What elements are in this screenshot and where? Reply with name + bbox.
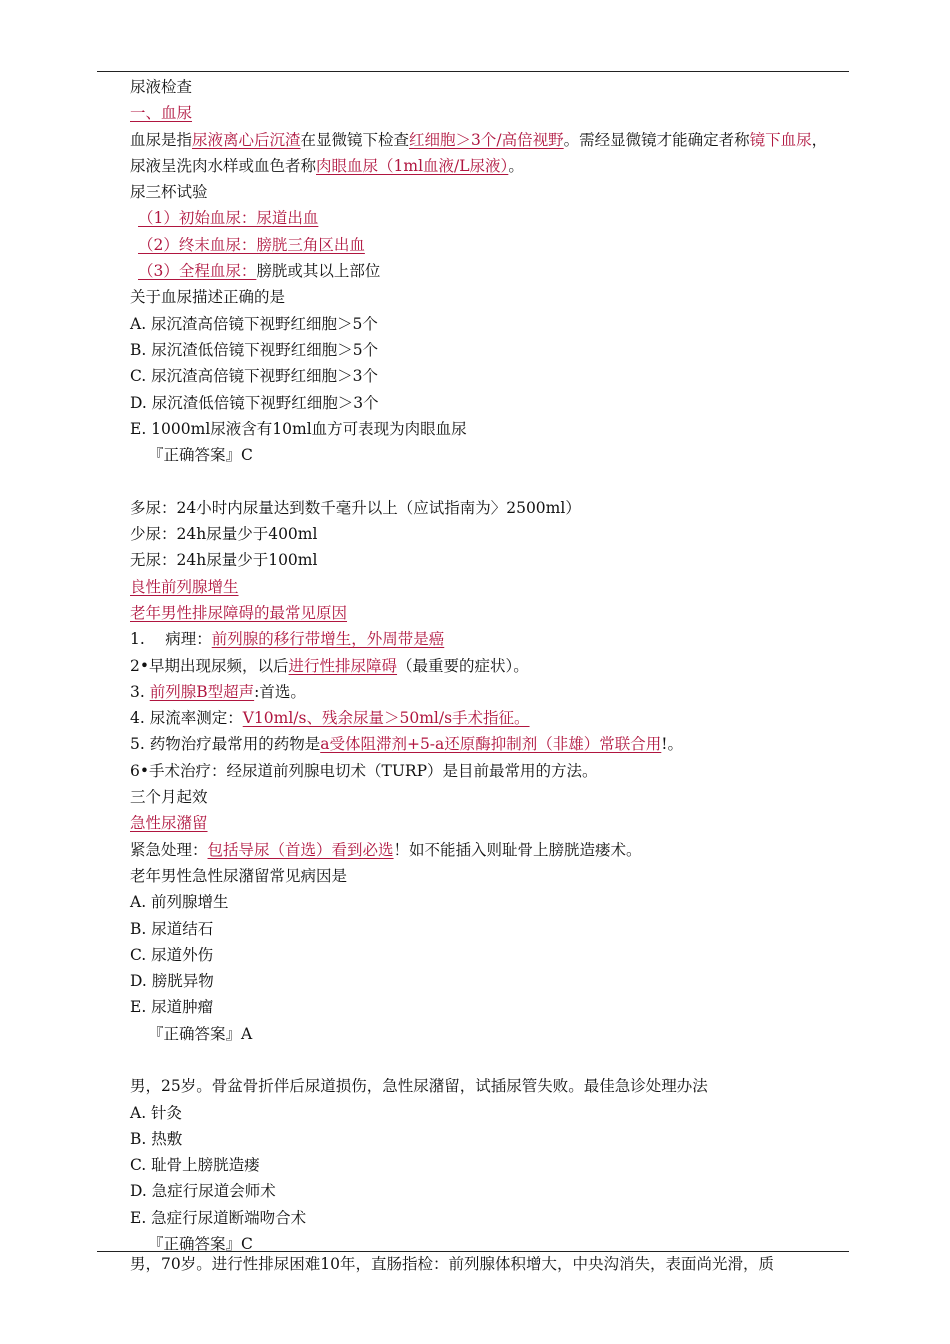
bph-item-pathology: 1. 病理：前列腺的移行带增生，外周带是癌	[130, 630, 445, 649]
option-item: C. 尿道外伤	[130, 945, 214, 964]
header-rule	[97, 71, 849, 72]
bph-item-symptom: 2•早期出现尿频，以后进行性排尿障碍（最重要的症状）。	[130, 656, 529, 675]
bph-item-flowrate: 4. 尿流率测定：V10ml/s、残余尿量＞50ml/s手术指征。	[130, 709, 530, 728]
document-body	[130, 74, 842, 1257]
three-cup-item: （3）全程血尿：膀胱或其以上部位	[138, 262, 381, 281]
polyuria-text: 多尿：24小时内尿量达到数千毫升以上（应试指南为〉2500ml）	[130, 498, 581, 517]
three-cup-title: 尿三杯试验	[130, 183, 208, 202]
hematuria-definition: 血尿是指尿液离心后沉渣在显微镜下检查红细胞＞3个/高倍视野。需经显微镜才能确定者称镜下血尿，尿液呈洗肉水样或血色者称肉眼血尿（1ml血液/L尿液）。	[130, 130, 828, 175]
section-heading-retention: 急性尿潴留	[130, 814, 208, 833]
highlight-rbc-threshold: 红细胞＞3个/高倍视野	[409, 130, 564, 149]
option-item: D. 急症行尿道会师术	[130, 1182, 276, 1201]
bph-item-drugs: 5. 药物治疗最常用的药物是a受体阻滞剂+5-a还原酶抑制剂（非雄）常联合用!。	[130, 735, 684, 754]
option-item: B. 热敷	[130, 1129, 183, 1148]
question-text: 男，70岁。进行性排尿困难10年，直肠指检：前列腺体积增大，中央沟消失，表面尚光滑，质	[130, 1255, 774, 1273]
option-item: A. 针灸	[130, 1103, 183, 1122]
answer-text: 『正确答案』C	[148, 446, 253, 465]
highlight-gross: 肉眼血尿（1ml血液/L尿液）	[316, 156, 509, 175]
question-text: 男，25岁。骨盆骨折伴后尿道损伤，急性尿潴留，试插尿管失败。最佳急诊处理办法	[130, 1077, 708, 1096]
bph-note: 三个月起效	[130, 788, 208, 807]
three-cup-item: （2）终末血尿：膀胱三角区出血	[138, 235, 365, 254]
option-item: D. 膀胱异物	[130, 972, 214, 991]
option-item: B. 尿沉渣低倍镜下视野红细胞＞5个	[130, 340, 379, 359]
option-item: A. 尿沉渣高倍镜下视野红细胞＞5个	[130, 314, 378, 333]
section-heading-bph: 良性前列腺增生	[130, 577, 239, 596]
three-cup-item: （1）初始血尿：尿道出血	[138, 209, 319, 228]
option-item: B. 尿道结石	[130, 919, 214, 938]
section-heading-hematuria: 一、血尿	[130, 104, 193, 123]
option-item: C. 耻骨上膀胱造瘘	[130, 1156, 260, 1175]
page-title: 尿液检查	[130, 78, 193, 96]
option-item: E. 尿道肿瘤	[130, 998, 214, 1017]
option-item: E. 急症行尿道断端吻合术	[130, 1208, 307, 1227]
highlight-microscopic: 镜下血尿	[749, 130, 812, 149]
answer-text: 『正确答案』A	[148, 1024, 253, 1043]
option-item: A. 前列腺增生	[130, 893, 229, 912]
option-item: E. 1000ml尿液含有10ml血方可表现为肉眼血尿	[130, 419, 467, 438]
option-item: C. 尿沉渣高倍镜下视野红细胞＞3个	[130, 367, 379, 386]
bph-item-surgery: 6•手术治疗：经尿道前列腺电切术（TURP）是目前最常用的方法。	[130, 761, 598, 780]
question-text: 老年男性急性尿潴留常见病因是	[130, 866, 348, 885]
section-subheading-bph: 老年男性排尿障碍的最常见原因	[130, 603, 348, 622]
highlight-sediment: 尿液离心后沉渣	[192, 130, 301, 149]
bph-item-ultrasound: 3. 前列腺B型超声:首选。	[130, 682, 306, 701]
retention-emergency: 紧急处理：包括导尿（首选）看到必选！如不能插入则耻骨上膀胱造瘘术。	[130, 840, 642, 859]
question-text: 关于血尿描述正确的是	[130, 288, 286, 307]
anuria-text: 无尿：24h尿量少于100ml	[130, 551, 318, 570]
option-item: D. 尿沉渣低倍镜下视野红细胞＞3个	[130, 393, 379, 412]
answer-text: 『正确答案』C	[148, 1235, 253, 1254]
oliguria-text: 少尿：24h尿量少于400ml	[130, 525, 318, 544]
